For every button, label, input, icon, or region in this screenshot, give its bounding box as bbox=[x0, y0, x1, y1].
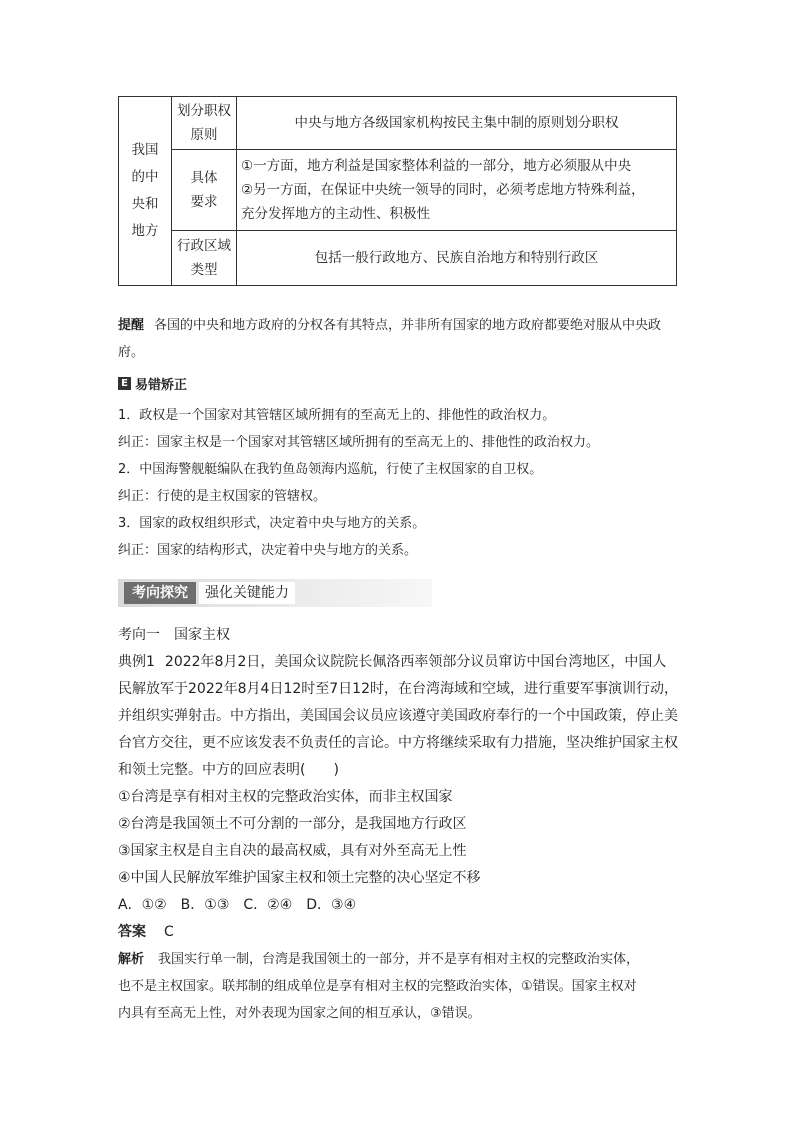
tip-label: 提醒 bbox=[118, 318, 145, 333]
error-list bbox=[118, 402, 680, 564]
statement: ④中国人民解放军维护国家主权和领土完整的决心坚定不移 bbox=[118, 870, 481, 886]
row-content-region-types bbox=[237, 231, 677, 286]
requirement-line: ①一方面，地方利益是国家整体利益的一部分，地方必须服从中央 bbox=[241, 158, 632, 174]
banner-subtitle: 强化关键能力 bbox=[199, 582, 295, 604]
example-stem bbox=[118, 649, 680, 676]
row-label-region-types bbox=[172, 231, 237, 286]
row-label-text: 具体要求 bbox=[190, 170, 218, 210]
row-content-text: 中央与地方各级国家机构按民主集中制的原则划分职权 bbox=[294, 115, 619, 131]
error-fix: 纠正：国家主权是一个国家对其管辖区域所拥有的至高无上的、排他性的政治权力。 bbox=[118, 435, 600, 450]
example-section bbox=[118, 622, 680, 1027]
example-label: 典例1 bbox=[118, 654, 155, 670]
error-claim: 1．政权是一个国家对其管辖区域所拥有的至高无上的、排他性的政治权力。 bbox=[118, 408, 556, 423]
answer-options: A．①② B．①③ C．②④ D．③④ bbox=[118, 897, 357, 913]
section-banner bbox=[118, 579, 432, 607]
analysis-line: 我国实行单一制，台湾是我国领土的一部分，并不是享有相对主权的完整政治实体， bbox=[158, 952, 640, 967]
tip-paragraph bbox=[118, 312, 680, 366]
answer-label: 答案 bbox=[118, 924, 146, 940]
error-fix: 纠正：国家的结构形式，决定着中央与地方的关系。 bbox=[118, 543, 418, 558]
error-claim: 2．中国海警舰艇编队在我钓鱼岛领海内巡航，行使了主权国家的自卫权。 bbox=[118, 462, 543, 477]
row-content-requirements bbox=[237, 150, 677, 231]
stem-line: 民解放军于2022年8月4日12时至7日12时，在台湾海域和空域，进行重要军事演训行动， bbox=[118, 681, 678, 697]
error-fix: 纠正：行使的是主权国家的管辖权。 bbox=[118, 489, 327, 504]
stem-line: 并组织实弹射击。中方指出，美国国会议员应该遵守美国政府奉行的一个中国政策，停止美 bbox=[118, 708, 678, 724]
row-label-text: 划分职权原则 bbox=[177, 103, 231, 143]
requirement-line: ②另一方面，在保证中央统一领导的同时，必须考虑地方特殊利益， bbox=[241, 182, 645, 198]
row-label-requirements bbox=[172, 150, 237, 231]
analysis-line: 也不是主权国家。联邦制的组成单位是享有相对主权的完整政治实体，①错误。国家主权对 bbox=[118, 979, 637, 994]
error-e-icon: E bbox=[118, 377, 131, 390]
statement: ②台湾是我国领土不可分割的一部分，是我国地方行政区 bbox=[118, 816, 467, 832]
table-group-label bbox=[119, 97, 172, 286]
analysis-label: 解析 bbox=[118, 952, 145, 967]
answer-value: C bbox=[164, 924, 174, 940]
row-label-principle bbox=[172, 97, 237, 150]
error-correction-heading bbox=[118, 374, 187, 393]
stem-line: 和领土完整。中方的回应表明( ) bbox=[118, 762, 339, 778]
row-content-text: 包括一般行政地方、民族自治地方和特别行政区 bbox=[314, 250, 599, 266]
group-label-text: 我国的中央和地方 bbox=[131, 142, 159, 239]
statement: ③国家主权是自主自决的最高权威，具有对外至高无上性 bbox=[118, 843, 467, 859]
statement: ①台湾是享有相对主权的完整政治实体，而非主权国家 bbox=[118, 789, 453, 805]
section-heading: 考向一 国家主权 bbox=[118, 627, 230, 643]
error-correction-title: 易错矫正 bbox=[135, 378, 188, 393]
stem-line: 2022年8月2日，美国众议院院长佩洛西率领部分议员窜访中国台湾地区，中国人 bbox=[164, 654, 667, 670]
banner-tag: 考向探究 bbox=[124, 582, 196, 604]
stem-line: 台官方交往，更不应该发表不负责任的言论。中方将继续采取有力措施，坚决维护国家主权 bbox=[118, 735, 678, 751]
analysis-row bbox=[118, 946, 680, 973]
tip-text: 各国的中央和地方政府的分权各有其特点，并非所有国家的地方政府都要绝对服从中央政府。 bbox=[118, 318, 662, 360]
requirement-line: 充分发挥地方的主动性、积极性 bbox=[241, 206, 430, 222]
row-content-principle bbox=[237, 97, 677, 150]
row-label-text: 行政区域类型 bbox=[177, 238, 231, 278]
error-claim: 3．国家的政权组织形式，决定着中央与地方的关系。 bbox=[118, 516, 426, 531]
knowledge-table bbox=[118, 96, 677, 286]
analysis-line: 内具有至高无上性，对外表现为国家之间的相互承认，③错误。 bbox=[118, 1006, 481, 1021]
answer-row bbox=[118, 919, 680, 946]
